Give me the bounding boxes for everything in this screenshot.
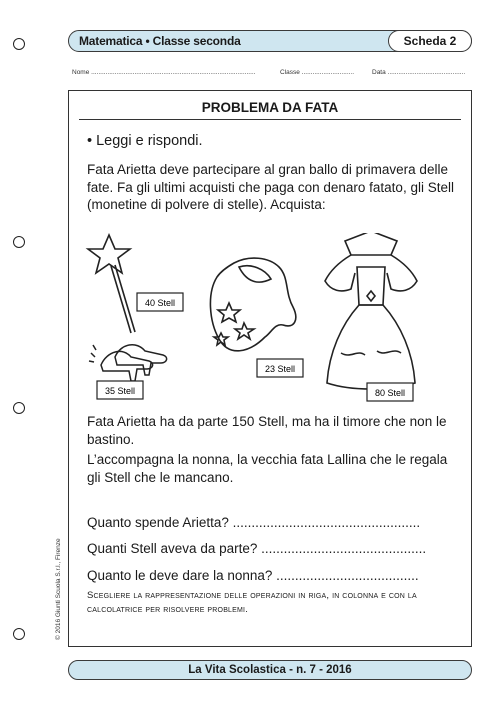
question-savings: Quanti Stell aveva da parte? ............................................ — [87, 541, 427, 556]
header-bar — [68, 30, 472, 52]
title-divider — [79, 119, 461, 120]
svg-text:35 Stell: 35 Stell — [104, 386, 136, 396]
name-field: Nome ........................................................................................... — [72, 69, 256, 76]
binder-hole-4 — [13, 628, 25, 640]
footer-bar: La Vita Scolastica - n. 7 - 2016 — [68, 660, 472, 680]
magic-wand-icon — [88, 235, 135, 333]
subject-title: Matematica • Classe seconda — [79, 34, 241, 48]
price-tag-wand — [137, 293, 183, 311]
svg-text:80 Stell: 80 Stell — [374, 388, 406, 398]
copyright-text: © 2016 Giunti Scuola S.r.l., Firenze — [55, 538, 62, 640]
paragraph-savings: Fata Arietta ha da parte 150 Stell, ma ha il timore che non le bastino. — [87, 414, 447, 447]
shoes-icon — [89, 345, 167, 381]
binder-hole-2 — [13, 236, 25, 248]
svg-text:23 Stell: 23 Stell — [264, 364, 296, 374]
price-tag-dress — [367, 383, 413, 401]
shopping-illustration — [79, 233, 463, 408]
date-field: Data ........................................... — [372, 69, 466, 76]
paragraph-grandma: L’accompagna la nonna, la vecchia fata Lallina che le regala gli Stell che le mancano. — [87, 452, 448, 485]
cape-icon — [210, 258, 295, 351]
problem-title: PROBLEMA DA FATA — [201, 100, 339, 115]
svg-text:40 Stell: 40 Stell — [144, 298, 176, 308]
question-grandma: Quanto le deve dare la nonna? ...................................... — [87, 568, 419, 583]
price-tag-shoes — [97, 381, 143, 399]
instruction-text: • Leggi e rispondi. — [87, 133, 203, 149]
paragraph-intro: Fata Arietta deve partecipare al gran ballo di primavera delle fate. Fa gli ultimi acquisti che paga con denaro fatato, gli Stell (monetine di polvere di stelle). Acquista: — [87, 162, 454, 212]
dress-icon — [325, 233, 417, 389]
sheet-number: Scheda 2 — [388, 30, 472, 52]
binder-hole-1 — [13, 38, 25, 50]
teacher-note: Scegliere la rappresentazione delle operazioni in riga, in colonna e con la calcolatrice per risolvere problemi. — [87, 590, 417, 615]
worksheet-frame — [68, 90, 472, 647]
binder-hole-3 — [13, 402, 25, 414]
price-tag-cape — [257, 359, 303, 377]
question-spend: Quanto spende Arietta? .................................................. — [87, 515, 421, 530]
class-field: Classe ............................. — [280, 69, 355, 76]
